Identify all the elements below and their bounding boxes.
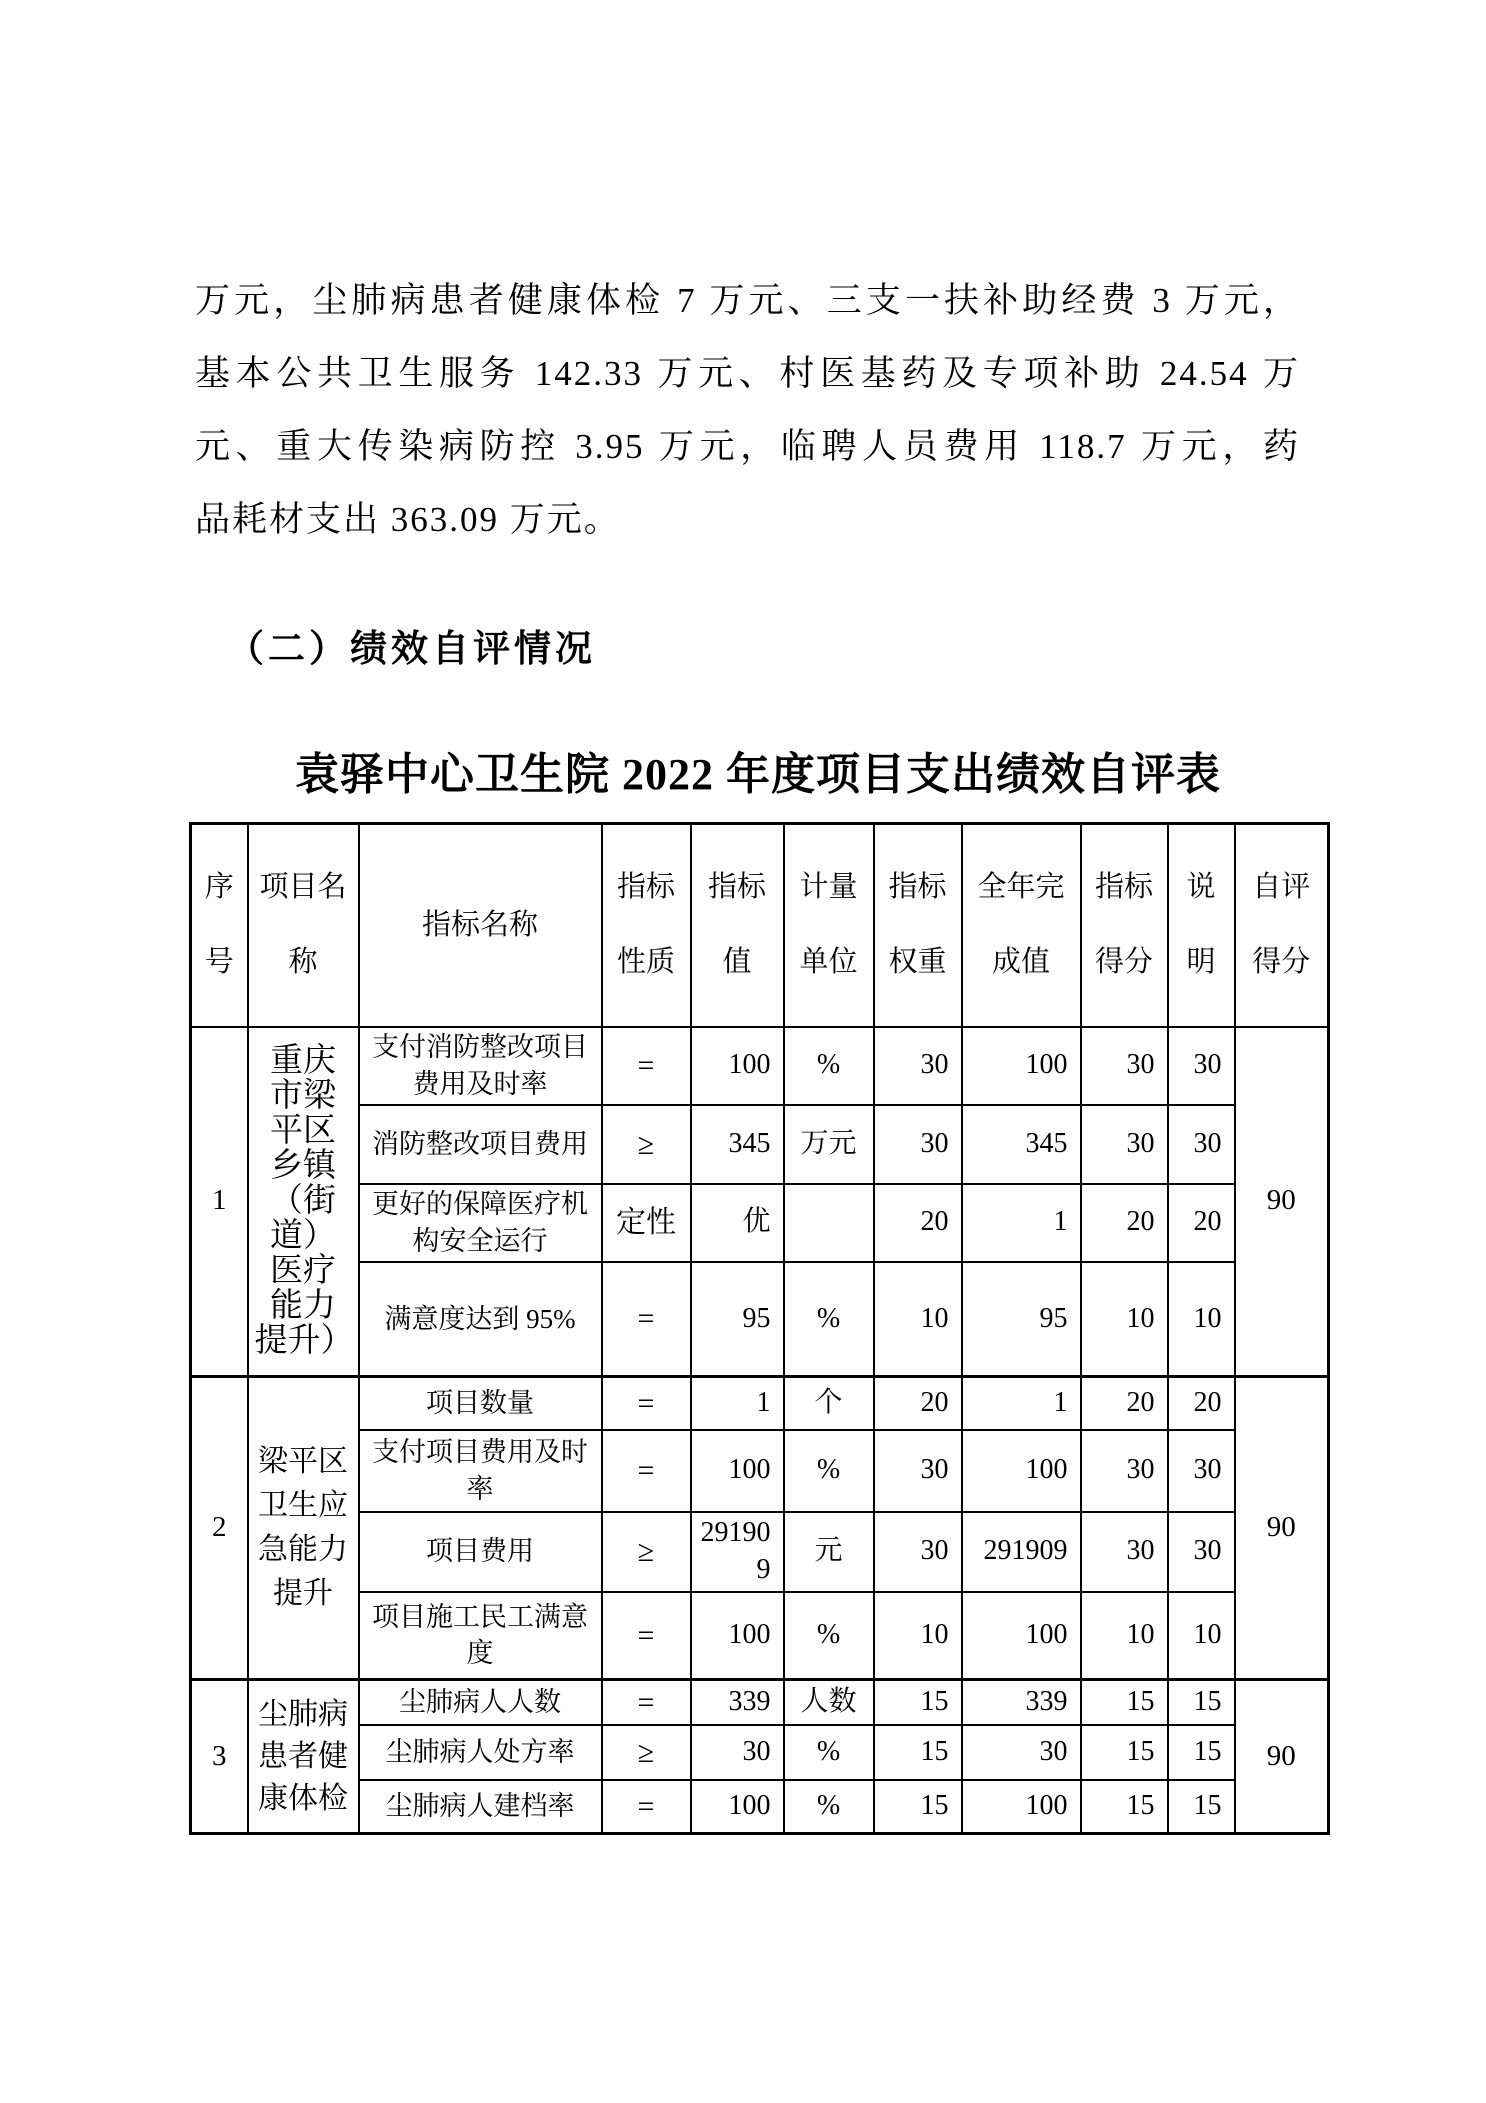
- cell-target-value: 1: [691, 1377, 784, 1430]
- section-heading: （二）绩效自评情况: [227, 629, 596, 670]
- table-row: [191, 1780, 1329, 1834]
- cell-unit: %: [784, 1592, 874, 1680]
- cell-target-value: 100: [691, 1027, 784, 1105]
- cell-actual: 345: [962, 1105, 1081, 1184]
- cell-self-score: 90: [1235, 1027, 1329, 1377]
- cell-seq: 2: [191, 1377, 248, 1680]
- cell-seq: 1: [191, 1027, 248, 1377]
- cell-target-value: 优: [691, 1184, 784, 1262]
- cell-nature: ≥: [602, 1512, 691, 1592]
- cell-note: 20: [1168, 1377, 1235, 1430]
- header-note: 说 明: [1168, 824, 1235, 1027]
- cell-indicator-name: 尘肺病人处方率: [359, 1725, 602, 1780]
- cell-nature: ≥: [602, 1105, 691, 1184]
- cell-weight: 10: [874, 1262, 962, 1377]
- cell-note: 30: [1168, 1027, 1235, 1105]
- cell-weight: 30: [874, 1512, 962, 1592]
- paragraph-line: 万元，尘肺病患者健康体检 7 万元、三支一扶补助经费 3 万元，: [195, 281, 1300, 320]
- table-row: [191, 1377, 1329, 1430]
- cell-unit: %: [784, 1430, 874, 1512]
- cell-actual: 95: [962, 1262, 1081, 1377]
- header-self-score: 自评 得分: [1235, 824, 1329, 1027]
- performance-self-evaluation-table: [189, 822, 1330, 1835]
- cell-weight: 20: [874, 1377, 962, 1430]
- cell-indicator-name: 更好的保障医疗机构安全运行: [359, 1184, 602, 1262]
- cell-indicator-name: 项目数量: [359, 1377, 602, 1430]
- cell-seq: 3: [191, 1680, 248, 1834]
- cell-nature: ≥: [602, 1725, 691, 1780]
- cell-note: 15: [1168, 1725, 1235, 1780]
- cell-actual: 100: [962, 1430, 1081, 1512]
- cell-weight: 15: [874, 1725, 962, 1780]
- cell-indicator-name: 项目费用: [359, 1512, 602, 1592]
- paragraph-line: 元、重大传染病防控 3.95 万元，临聘人员费用 118.7 万元，药: [195, 427, 1300, 466]
- cell-unit: 个: [784, 1377, 874, 1430]
- table-row: [191, 1512, 1329, 1592]
- table-row: [191, 1105, 1329, 1184]
- cell-actual: 30: [962, 1725, 1081, 1780]
- cell-actual: 339: [962, 1680, 1081, 1725]
- cell-project-name: 重庆市梁平区乡镇（街道）医疗能力提升）: [248, 1027, 359, 1377]
- cell-nature: 定性: [602, 1184, 691, 1262]
- cell-actual: 100: [962, 1027, 1081, 1105]
- cell-unit: %: [784, 1262, 874, 1377]
- cell-weight: 30: [874, 1027, 962, 1105]
- cell-weight: 15: [874, 1680, 962, 1725]
- cell-target-value: 100: [691, 1430, 784, 1512]
- cell-note: 15: [1168, 1780, 1235, 1834]
- cell-score: 15: [1081, 1725, 1168, 1780]
- cell-nature: =: [602, 1262, 691, 1377]
- cell-indicator-name: 支付项目费用及时率: [359, 1430, 602, 1512]
- cell-note: 20: [1168, 1184, 1235, 1262]
- cell-nature: =: [602, 1027, 691, 1105]
- budget-expense-paragraph: [195, 264, 1300, 556]
- cell-unit: %: [784, 1027, 874, 1105]
- cell-unit: 元: [784, 1512, 874, 1592]
- cell-indicator-name: 消防整改项目费用: [359, 1105, 602, 1184]
- cell-note: 30: [1168, 1105, 1235, 1184]
- cell-unit: %: [784, 1725, 874, 1780]
- cell-note: 10: [1168, 1262, 1235, 1377]
- cell-unit: 万元: [784, 1105, 874, 1184]
- cell-self-score: 90: [1235, 1680, 1329, 1834]
- cell-target-value: 100: [691, 1592, 784, 1680]
- cell-indicator-name: 尘肺病人建档率: [359, 1780, 602, 1834]
- cell-indicator-name: 支付消防整改项目费用及时率: [359, 1027, 602, 1105]
- cell-score: 10: [1081, 1592, 1168, 1680]
- table-row: [191, 1027, 1329, 1105]
- cell-weight: 15: [874, 1780, 962, 1834]
- cell-score: 15: [1081, 1680, 1168, 1725]
- cell-nature: =: [602, 1592, 691, 1680]
- cell-note: 15: [1168, 1680, 1235, 1725]
- cell-nature: =: [602, 1680, 691, 1725]
- cell-actual: 1: [962, 1184, 1081, 1262]
- cell-actual: 100: [962, 1780, 1081, 1834]
- cell-note: 30: [1168, 1430, 1235, 1512]
- cell-weight: 10: [874, 1592, 962, 1680]
- table-row: [191, 1262, 1329, 1377]
- header-actual: 全年完 成值: [962, 824, 1081, 1027]
- cell-score: 30: [1081, 1105, 1168, 1184]
- cell-score: 10: [1081, 1262, 1168, 1377]
- cell-indicator-name: 项目施工民工满意度: [359, 1592, 602, 1680]
- cell-project-name: 尘肺病患者健康体检: [248, 1680, 359, 1834]
- header-target: 指标 值: [691, 824, 784, 1027]
- cell-target-value: 30: [691, 1725, 784, 1780]
- table-row: [191, 1430, 1329, 1512]
- cell-unit: [784, 1184, 874, 1262]
- cell-unit: %: [784, 1780, 874, 1834]
- cell-self-score: 90: [1235, 1377, 1329, 1680]
- cell-indicator-name: 尘肺病人人数: [359, 1680, 602, 1725]
- paragraph-line: 基本公共卫生服务 142.33 万元、村医基药及专项补助 24.54 万: [195, 354, 1300, 393]
- cell-actual: 291909: [962, 1512, 1081, 1592]
- table-row: [191, 1184, 1329, 1262]
- cell-target-value: 345: [691, 1105, 784, 1184]
- header-weight: 指标 权重: [874, 824, 962, 1027]
- header-nature: 指标 性质: [602, 824, 691, 1027]
- table-row: [191, 1592, 1329, 1680]
- cell-score: 15: [1081, 1780, 1168, 1834]
- cell-note: 30: [1168, 1512, 1235, 1592]
- cell-nature: =: [602, 1780, 691, 1834]
- cell-weight: 30: [874, 1105, 962, 1184]
- cell-project-name: 梁平区卫生应急能力提升: [248, 1377, 359, 1680]
- cell-score: 30: [1081, 1512, 1168, 1592]
- header-seq: 序 号: [191, 824, 248, 1027]
- table-row: [191, 1680, 1329, 1725]
- cell-actual: 1: [962, 1377, 1081, 1430]
- cell-nature: =: [602, 1377, 691, 1430]
- cell-target-value: 291909: [691, 1512, 784, 1592]
- paragraph-line: 品耗材支出 363.09 万元。: [195, 500, 621, 539]
- cell-nature: =: [602, 1430, 691, 1512]
- cell-score: 20: [1081, 1184, 1168, 1262]
- cell-target-value: 100: [691, 1780, 784, 1834]
- table-row: [191, 1725, 1329, 1780]
- cell-score: 20: [1081, 1377, 1168, 1430]
- cell-weight: 30: [874, 1430, 962, 1512]
- table-header-row: [191, 824, 1329, 1027]
- cell-indicator-name: 满意度达到 95%: [359, 1262, 602, 1377]
- header-score: 指标 得分: [1081, 824, 1168, 1027]
- header-indicator: 指标名称: [359, 824, 602, 1027]
- cell-score: 30: [1081, 1027, 1168, 1105]
- table-title: 袁驿中心卫生院 2022 年度项目支出绩效自评表: [295, 750, 1221, 799]
- cell-unit: 人数: [784, 1680, 874, 1725]
- header-project: 项目名 称: [248, 824, 359, 1027]
- cell-actual: 100: [962, 1592, 1081, 1680]
- cell-score: 30: [1081, 1430, 1168, 1512]
- header-unit: 计量 单位: [784, 824, 874, 1027]
- cell-weight: 20: [874, 1184, 962, 1262]
- cell-target-value: 95: [691, 1262, 784, 1377]
- cell-note: 10: [1168, 1592, 1235, 1680]
- cell-target-value: 339: [691, 1680, 784, 1725]
